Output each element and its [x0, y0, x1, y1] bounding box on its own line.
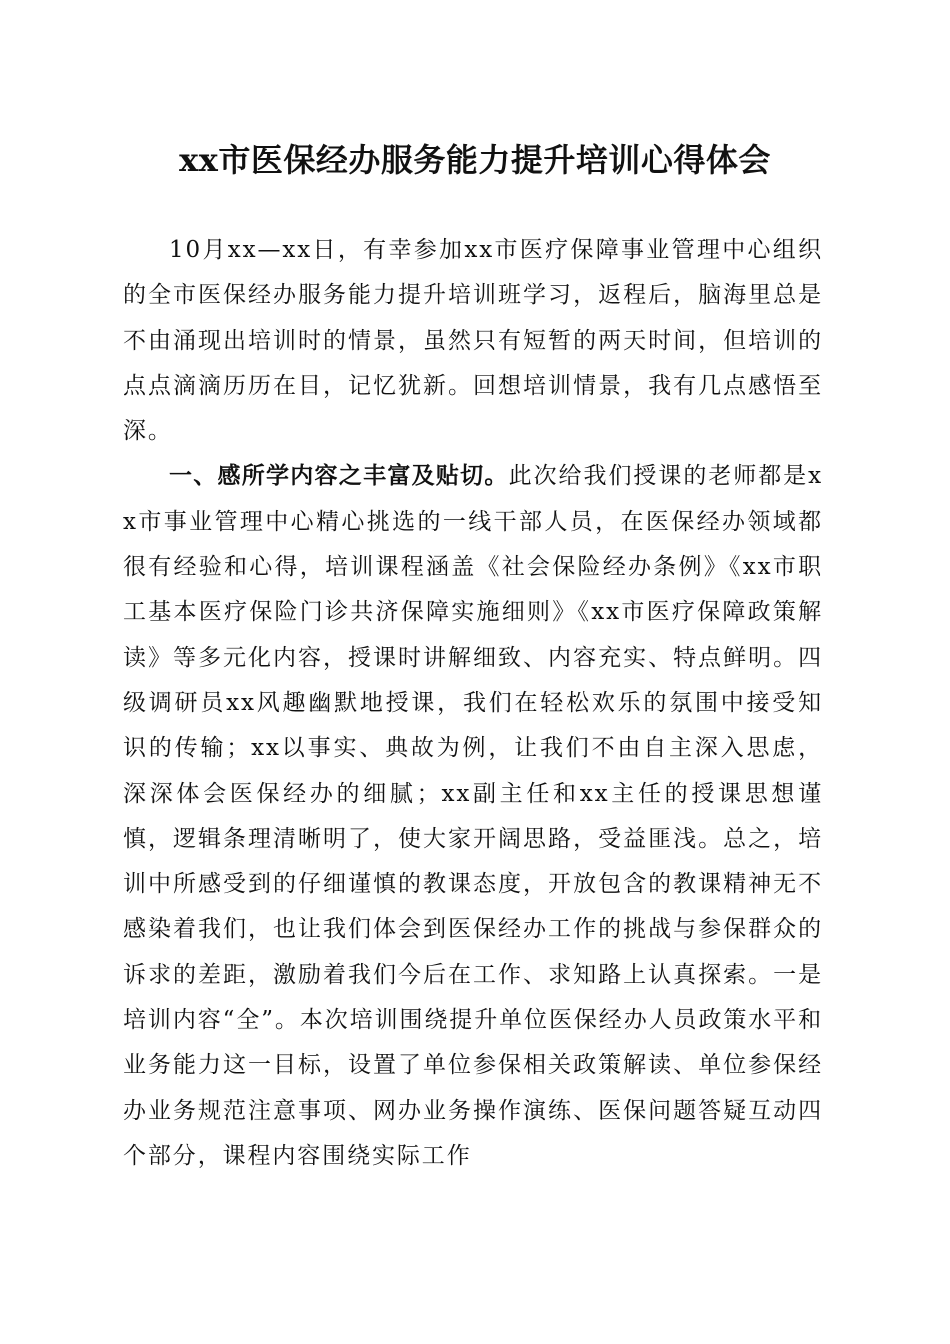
- document-title: xx市医保经办服务能力提升培训心得体会: [179, 141, 771, 179]
- paragraph-intro-text: 10月xx—xx日，有幸参加xx市医疗保障事业管理中心组织的全市医保经办服务能力提升培训班学习，返程后，脑海里总是不由涌现出培训时的情景，虽然只有短暂的两天时间，但培训的点点滴滴历历在目，记忆犹新。回想培训情景，我有几点感悟至深。: [123, 237, 823, 445]
- document-body: [123, 228, 823, 1179]
- paragraph-section-one: [123, 454, 823, 1179]
- paragraph-intro: [123, 228, 823, 454]
- section-one-text: 此次给我们授课的老师都是xx市事业管理中心精心挑选的一线干部人员，在医保经办领域都很有经验和心得，培训课程涵盖《社会保险经办条例》《xx市职工基本医疗保险门诊共济保障实施细则》《xx市医疗保障政策解读》等多元化内容，授课时讲解细致、内容充实、特点鲜明。四级调研员xx风趣幽默地授课，我们在轻松欢乐的氛围中接受知识的传输；xx以事实、典故为例，让我们不由自主深入思虑，深深体会医保经办的细腻；xx副主任和xx主任的授课思想谨慎，逻辑条理清晰明了，使大家开阔思路，受益匪浅。总之，培训中所感受到的仔细谨慎的教课态度，开放包含的教课精神无不感染着我们，也让我们体会到医保经办工作的挑战与参保群众的诉求的差距，激励着我们今后在工作、求知路上认真探索。一是培训内容“全”。本次培训围绕提升单位医保经办人员政策水平和业务能力这一目标，设置了单位参保相关政策解读、单位参保经办业务规范注意事项、网办业务操作演练、医保问题答疑互动四个部分，课程内容围绕实际工作: [123, 463, 823, 1169]
- section-one-heading: 一、感所学内容之丰富及贴切。: [169, 463, 509, 490]
